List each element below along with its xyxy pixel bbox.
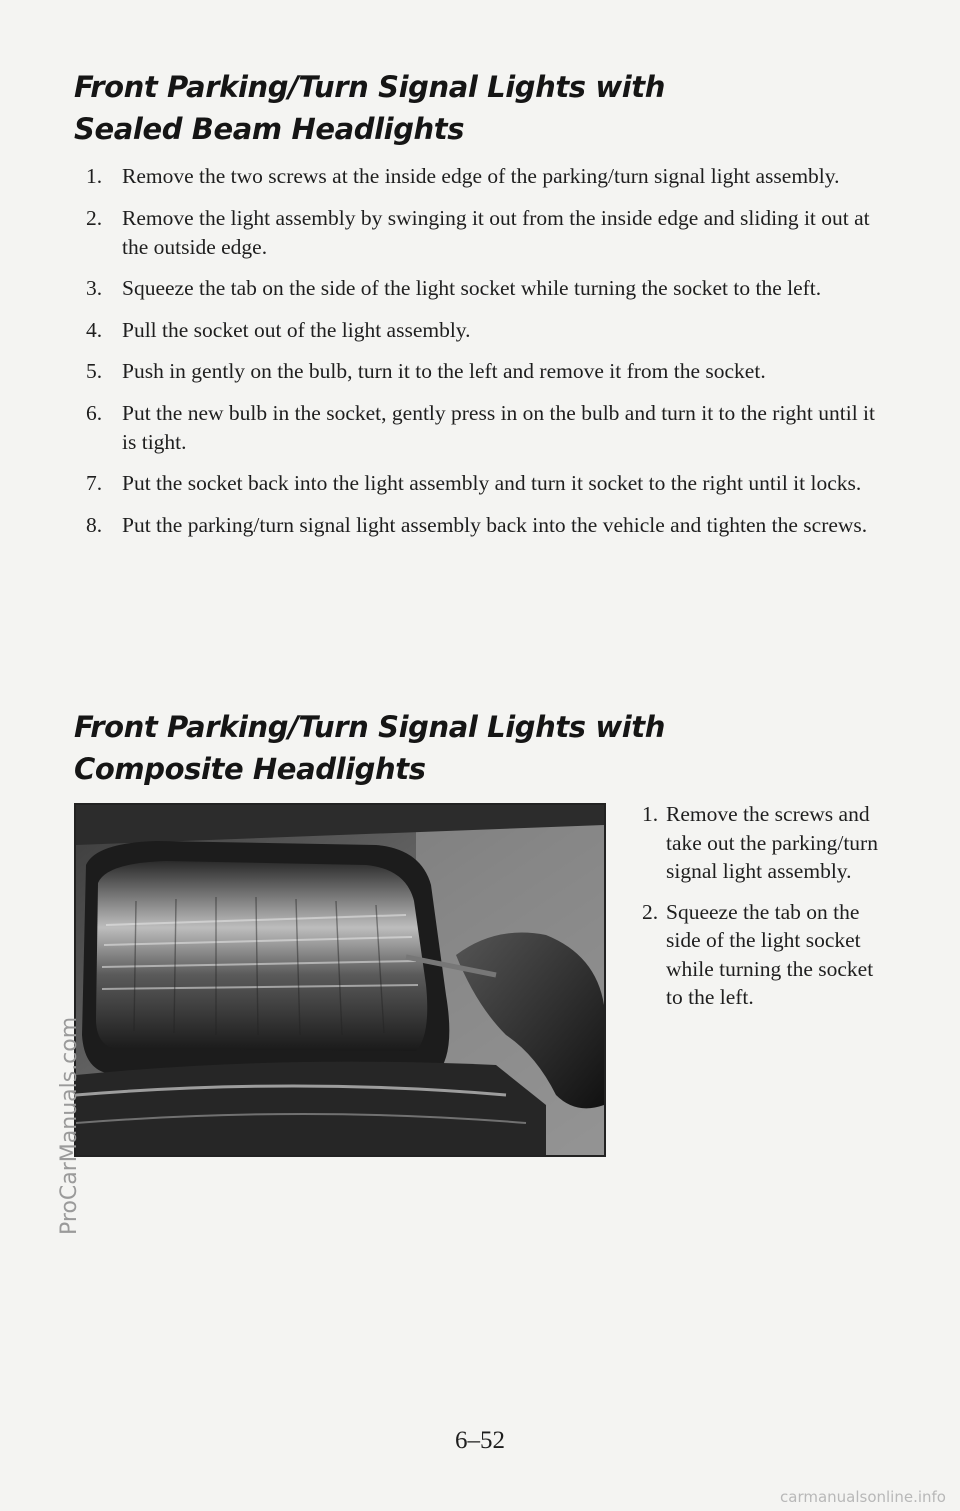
step-number: 5. xyxy=(86,359,103,383)
list-item xyxy=(642,898,882,1012)
list-item xyxy=(86,357,876,386)
step-text: Pull the socket out of the light assembly. xyxy=(122,317,471,342)
step-text: Put the socket back into the light assembly and turn it socket to the right until it locks. xyxy=(122,471,862,495)
list-item xyxy=(86,162,876,191)
step-number: 6. xyxy=(86,400,103,425)
step-text: Push in gently on the bulb, turn it to the left and remove it from the socket. xyxy=(122,359,766,383)
list-item xyxy=(642,800,882,886)
steps-list-composite xyxy=(642,800,882,1024)
heading-line-1: Front Parking/Turn Signal Lights with xyxy=(74,70,665,104)
list-item xyxy=(86,316,876,345)
list-item xyxy=(86,469,876,498)
step-number: 1. xyxy=(86,164,103,188)
step-text: Remove the light assembly by swinging it out from the inside edge and sliding it out at the outside edge. xyxy=(122,205,870,259)
heading-line-2: Sealed Beam Headlights xyxy=(74,112,465,146)
page-number: 6–52 xyxy=(455,1427,505,1454)
step-text: Remove the screws and take out the parking/turn signal light assembly. xyxy=(666,802,878,883)
step-number: 7. xyxy=(86,471,103,495)
list-item xyxy=(86,204,876,262)
section-heading-sealed-beam xyxy=(74,66,665,150)
section-heading-composite xyxy=(74,706,665,790)
step-text: Squeeze the tab on the side of the light socket while turning the socket to the left. xyxy=(666,899,874,1009)
step-number: 1. xyxy=(642,802,659,826)
heading-line-1: Front Parking/Turn Signal Lights with xyxy=(74,710,665,744)
watermark-footer: carmanualsonline.info xyxy=(780,1488,946,1506)
list-item xyxy=(86,511,876,540)
heading-line-2: Composite Headlights xyxy=(74,752,426,786)
step-number: 4. xyxy=(86,317,103,342)
list-item xyxy=(86,399,876,457)
step-text: Remove the two screws at the inside edge of the parking/turn signal light assembly. xyxy=(122,164,840,188)
step-text: Put the parking/turn signal light assembly back into the vehicle and tighten the screws. xyxy=(122,512,868,537)
step-number: 2. xyxy=(86,205,103,230)
step-number: 3. xyxy=(86,276,103,300)
watermark-side: ProCarManuals.com xyxy=(57,1016,82,1235)
headlight-photo-illustration xyxy=(76,805,604,1155)
step-text: Put the new bulb in the socket, gently press in on the bulb and turn it to the right until it is tight. xyxy=(122,400,876,454)
headlight-photo xyxy=(74,803,606,1157)
step-number: 2. xyxy=(642,899,659,924)
list-item xyxy=(86,274,876,303)
step-text: Squeeze the tab on the side of the light socket while turning the socket to the left. xyxy=(122,276,822,300)
step-number: 8. xyxy=(86,512,103,537)
steps-list-sealed-beam xyxy=(86,162,876,552)
